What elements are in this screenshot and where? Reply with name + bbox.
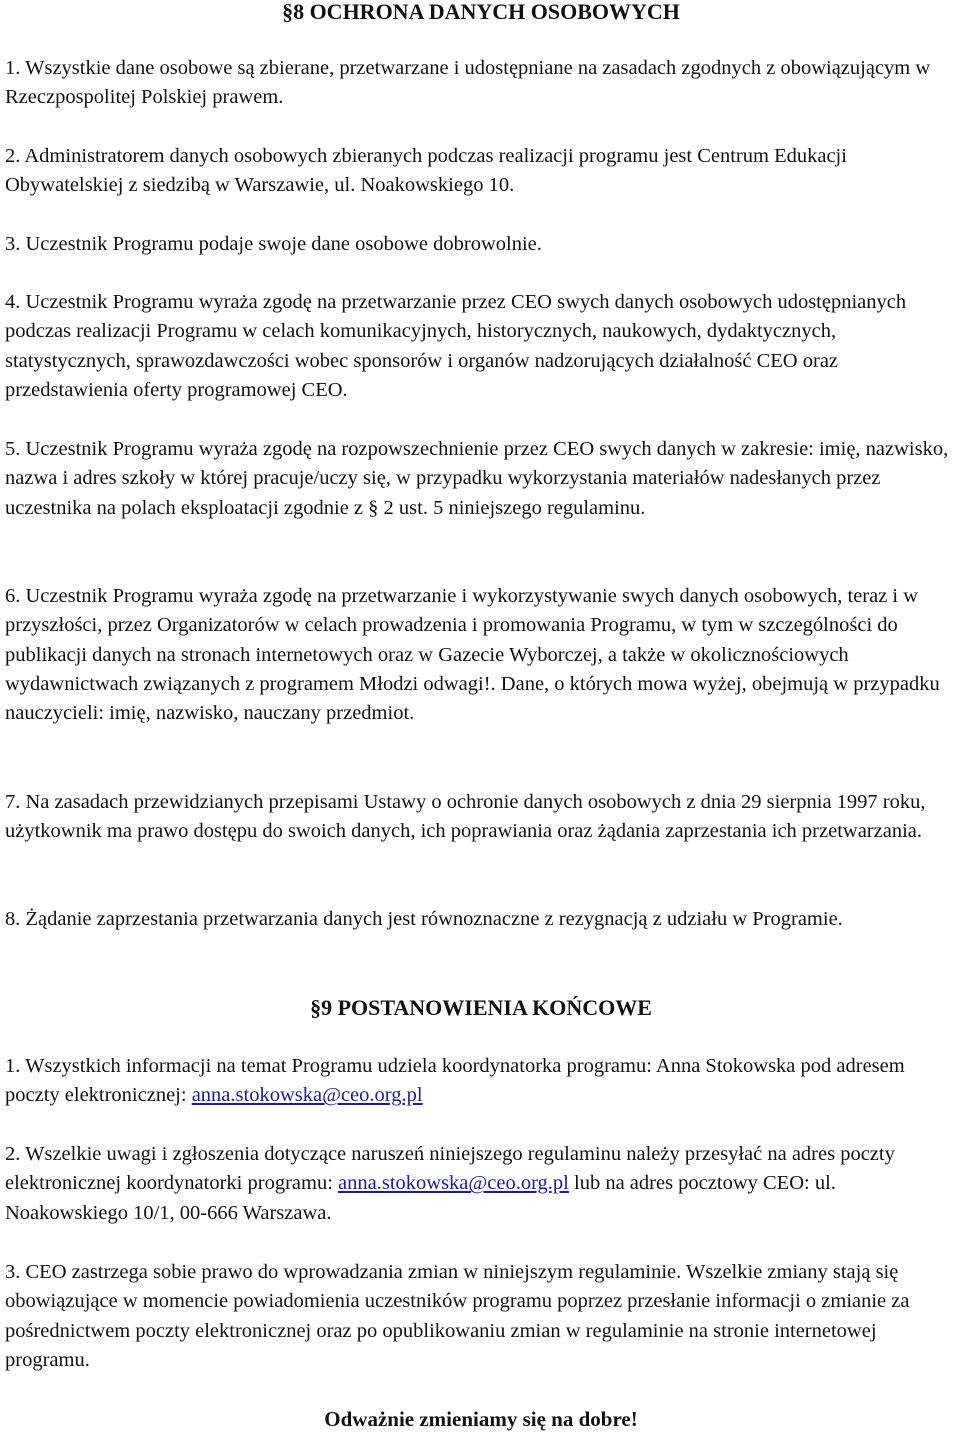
coordinator-email-link[interactable]: anna.stokowska@ceo.org.pl bbox=[191, 1084, 423, 1107]
s9-paragraph-1-text: 1. Wszystkich informacji na temat Programu udziela koordynatorka programu: Anna Stokowska pod adresem poczty elektronicznej: bbox=[5, 1055, 905, 1107]
s8-paragraph-3: 3. Uczestnik Programu podaje swoje dane osobowe dobrowolnie. bbox=[5, 233, 542, 255]
s9-paragraph-2 bbox=[5, 1140, 957, 1228]
s8-paragraph-6: 6. Uczestnik Programu wyraża zgodę na przetwarzanie i wykorzystywanie swych danych osobowych, teraz i w przyszłości, przez Organizatorów w celach prowadzenia i promowania Programu, w tym w szczególności do publikacji danych na stronach internetowych oraz w Gazecie Wyborczej, a także w okolicznościowych wydawnictwach związanych z programem Młodzi odwagi!. Dane, o których mowa wyżej, obejmują w przypadku nauczycieli: imię, nazwisko, nauczany przedmiot. bbox=[5, 585, 940, 725]
s8-paragraph-8: 8. Żądanie zaprzestania przetwarzania danych jest równoznaczne z rezygnacją z udziału w Programie. bbox=[5, 908, 843, 930]
s8-paragraph-1: 1. Wszystkie dane osobowe są zbierane, przetwarzane i udostępniane na zasadach zgodnych z obowiązującym w Rzeczpospolitej Polskiej prawem. bbox=[5, 57, 931, 109]
s9-paragraph-1 bbox=[5, 1052, 957, 1111]
s9-paragraph-3: 3. CEO zastrzega sobie prawo do wprowadzania zmian w niniejszym regulaminie. Wszelkie zmiany stają się obowiązujące w momencie powiadomienia uczestników programu poprzez przesłanie informacji o zmianie za pośrednictwem poczty elektronicznej oraz po opublikowaniu zmian w regulaminie na stronie internetowej programu. bbox=[5, 1261, 910, 1371]
section-8-heading: §8 OCHRONA DANYCH OSOBOWYCH bbox=[282, 0, 680, 24]
section-9-heading: §9 POSTANOWIENIA KOŃCOWE bbox=[310, 995, 652, 1020]
s9-paragraph-2-text-before: 2. Wszelkie uwagi i zgłoszenia dotyczące naruszeń niniejszego regulaminu należy przesyłać na adres poczty elektronicznej koordynatorki programu: bbox=[5, 1143, 895, 1195]
s8-paragraph-4: 4. Uczestnik Programu wyraża zgodę na przetwarzanie przez CEO swych danych osobowych udostępnianych podczas realizacji Programu w celach komunikacyjnych, historycznych, naukowych, dydaktycznych, statystycznych, sprawozdawczości wobec sponsorów i organów nadzorujących działalność CEO oraz przedstawienia oferty programowej CEO. bbox=[5, 291, 907, 401]
s8-paragraph-5: 5. Uczestnik Programu wyraża zgodę na rozpowszechnienie przez CEO swych danych w zakresie: imię, nazwisko, nazwa i adres szkoły w której pracuje/uczy się, w przypadku wykorzystania materiałów nadesłanych przez uczestnika na polach eksploatacji zgodnie z § 2 ust. 5 niniejszego regulaminu. bbox=[5, 438, 949, 519]
coordinator-email-link-2[interactable]: anna.stokowska@ceo.org.pl bbox=[338, 1172, 569, 1195]
s9-paragraph-2-text-after: lub na adres pocztowy CEO: ul. Noakowskiego 10/1, 00-666 Warszawa. bbox=[5, 1172, 836, 1224]
s8-paragraph-2: 2. Administratorem danych osobowych zbieranych podczas realizacji programu jest Centrum Edukacji Obywatelskiej z siedzibą w Warszawie, ul. Noakowskiego 10. bbox=[5, 145, 847, 197]
s8-paragraph-7: 7. Na zasadach przewidzianych przepisami Ustawy o ochronie danych osobowych z dnia 29 sierpnia 1997 roku, użytkownik ma prawo dostępu do swoich danych, ich poprawiania oraz żądania zaprzestania ich przetwarzania. bbox=[5, 791, 926, 843]
footer-slogan: Odważnie zmieniamy się na dobre! bbox=[324, 1407, 638, 1431]
